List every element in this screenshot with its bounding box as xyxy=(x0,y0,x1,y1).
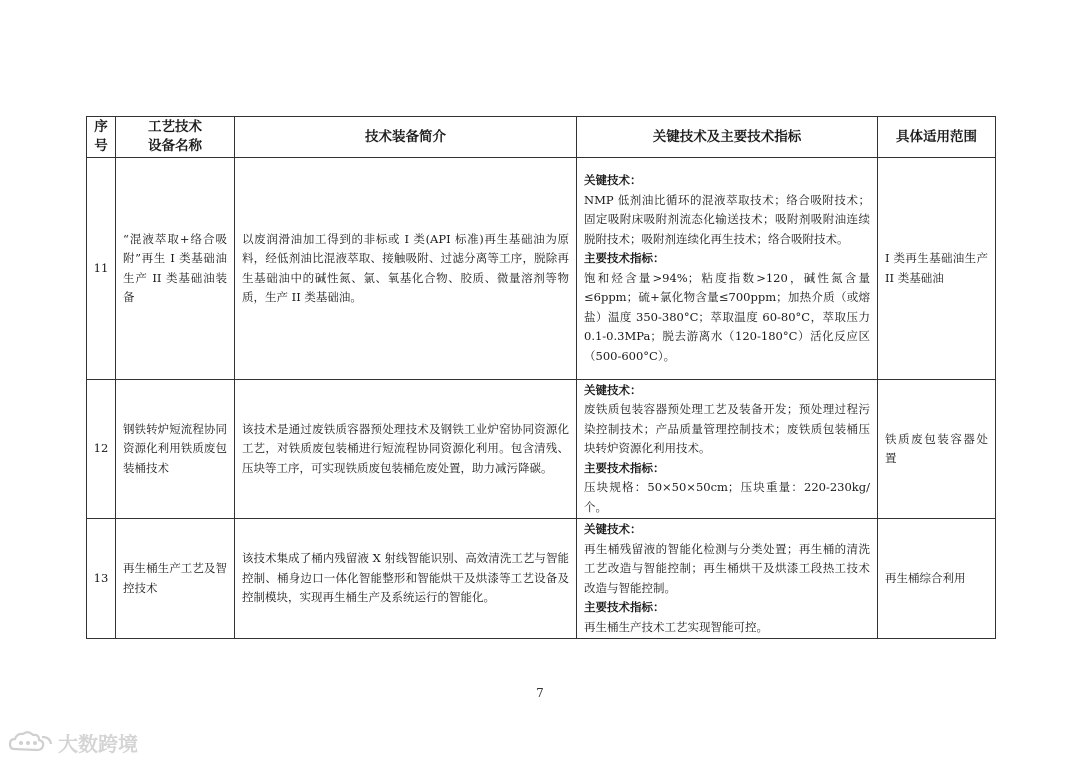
key-tech-text: 废铁质包装容器预处理工艺及装备开发；预处理过程污染控制技术；产品质量管理控制技术；废铁质包装桶压块转炉资源化利用技术。 xyxy=(584,402,870,456)
watermark-text: 大数跨境 xyxy=(58,732,138,756)
table-row xyxy=(87,380,996,519)
header-seq-line2: 号 xyxy=(94,138,108,154)
table-row xyxy=(87,519,996,639)
row-seq: 11 xyxy=(87,158,116,380)
row-intro: 以废润滑油加工得到的非标或 I 类(API 标准)再生基础油为原料，经低剂油比混液萃取、接触吸附、过滤分离等工序，脱除再生基础油中的碱性氮、氯、氧基化合物、胶质、微量溶剂等物质，生产 II 类基础油。 xyxy=(235,158,577,380)
row-name: 钢铁转炉短流程协同资源化利用铁质废包装桶技术 xyxy=(116,380,235,519)
row-scope: 再生桶综合利用 xyxy=(878,519,996,639)
key-tech-label: 关键技术： xyxy=(584,173,642,187)
key-tech-text: NMP 低剂油比循环的混液萃取技术；络合吸附技术；固定吸附床吸附剂流态化输送技术；吸附剂吸附油连续脱附技术；吸附剂连续化再生技术；络合吸附技术。 xyxy=(584,192,870,246)
header-intro: 技术装备简介 xyxy=(235,117,577,158)
header-name-line1: 工艺技术 xyxy=(148,119,202,135)
key-tech-label: 关键技术： xyxy=(584,522,642,536)
page-number: 7 xyxy=(536,686,544,700)
tech-index-label: 主要技术指标： xyxy=(584,460,665,475)
header-seq xyxy=(87,117,116,158)
header-key-tech: 关键技术及主要技术指标 xyxy=(577,117,878,158)
header-scope: 具体适用范围 xyxy=(878,117,996,158)
row-key-tech xyxy=(577,158,878,380)
tech-index-label: 主要技术指标： xyxy=(584,600,665,614)
row-seq: 13 xyxy=(87,519,116,639)
row-key-tech xyxy=(577,519,878,639)
watermark xyxy=(8,728,138,757)
row-intro: 该技术是通过废铁质容器预处理技术及钢铁工业炉窑协同资源化工艺，对铁质废包装桶进行短流程协同资源化利用。包含清残、压块等工序，可实现铁质废包装桶危废处置，助力减污降碳。 xyxy=(235,380,577,519)
header-name xyxy=(116,117,235,158)
table-header-row xyxy=(87,117,996,158)
header-seq-line1: 序 xyxy=(94,119,108,135)
tech-index-text: 再生桶生产技术工艺实现智能可控。 xyxy=(584,619,768,634)
row-name: 再生桶生产工艺及智控技术 xyxy=(116,519,235,639)
row-scope: 铁质废包装容器处置 xyxy=(878,380,996,519)
row-intro: 该技术集成了桶内残留液 X 射线智能识别、高效清洗工艺与智能控制、桶身边口一体化智能整形和智能烘干及烘漆等工艺设备及控制模块，实现再生桶生产及系统运行的智能化。 xyxy=(235,519,577,639)
table-row xyxy=(87,158,996,380)
cloud-logo-icon xyxy=(8,729,54,757)
row-seq: 12 xyxy=(87,380,116,519)
row-key-tech xyxy=(577,380,878,519)
header-name-line2: 设备名称 xyxy=(148,138,202,154)
tech-index-text: 压块规格：50×50×50cm；压块重量：220-230kg/个。 xyxy=(584,480,870,514)
key-tech-text: 再生桶残留液的智能化检测与分类处置；再生桶的清洗工艺改造与智能控制；再生桶烘干及烘漆工段热工技术改造与智能控制。 xyxy=(584,541,870,595)
row-name: “混液萃取+络合吸附”再生 I 类基础油生产 II 类基础油装备 xyxy=(116,158,235,380)
row-scope: I 类再生基础油生产 II 类基础油 xyxy=(878,158,996,380)
tech-index-label: 主要技术指标： xyxy=(584,251,665,265)
key-tech-label: 关键技术： xyxy=(584,382,642,397)
tech-index-text: 饱和烃含量>94%；粘度指数>120，碱性氮含量≤6ppm；硫+氯化物含量≤700ppm；加热介质（或熔盐）温度 350-380°C；萃取温度 60-80°C，萃取压力 0.1-0.3MPa；脱去游离水（120-180°C）活化反应区（500-600°C）。 xyxy=(584,270,870,363)
equipment-table xyxy=(86,116,996,639)
